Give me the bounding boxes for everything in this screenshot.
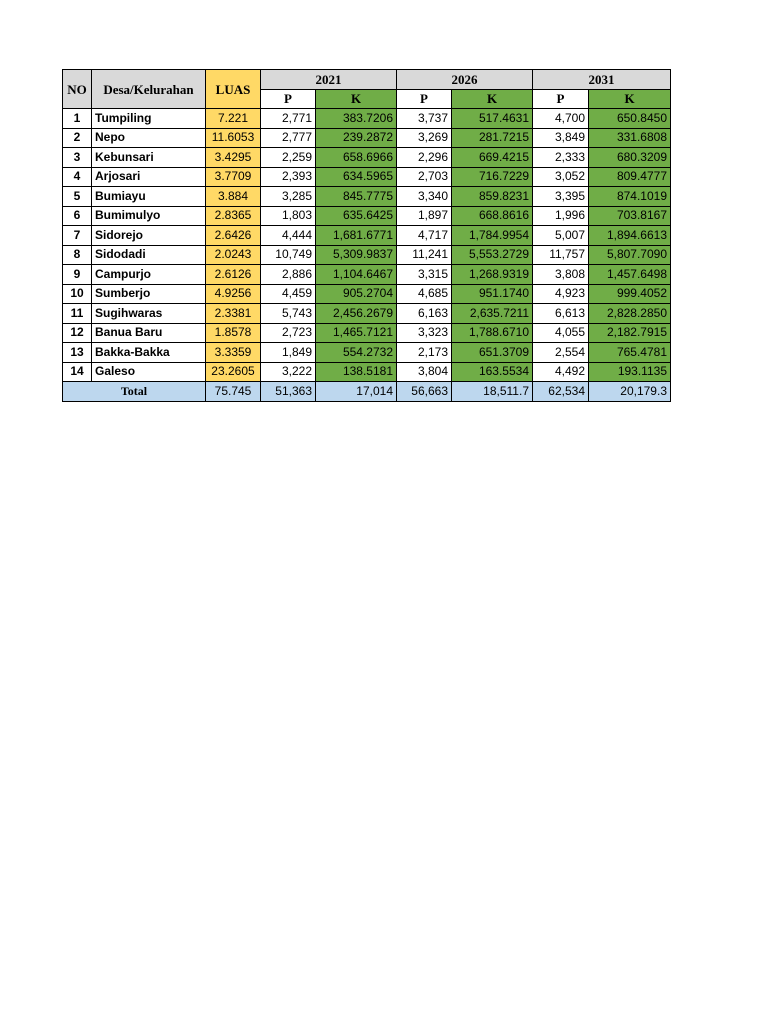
- row-number[interactable]: 8: [63, 245, 92, 265]
- p-2026-cell[interactable]: 3,315: [397, 265, 452, 285]
- luas-cell[interactable]: 2.3381: [206, 304, 261, 324]
- total-p-2031[interactable]: 62,534: [533, 382, 589, 402]
- header-desa[interactable]: Desa/Kelurahan: [92, 70, 206, 109]
- p-2031-cell[interactable]: 4,923: [533, 284, 589, 304]
- table-row: [63, 226, 671, 246]
- k-2021-cell[interactable]: 554.2732: [316, 343, 397, 363]
- k-2026-cell[interactable]: 951.1740: [452, 284, 533, 304]
- luas-cell[interactable]: 2.6126: [206, 265, 261, 285]
- header-k-2021[interactable]: K: [316, 89, 397, 109]
- p-2026-cell[interactable]: 3,323: [397, 323, 452, 343]
- row-number[interactable]: 2: [63, 128, 92, 148]
- row-number[interactable]: 4: [63, 167, 92, 187]
- p-2026-cell[interactable]: 11,241: [397, 245, 452, 265]
- k-2031-cell[interactable]: 331.6808: [589, 128, 671, 148]
- luas-cell[interactable]: 2.0243: [206, 245, 261, 265]
- k-2026-cell[interactable]: 163.5534: [452, 362, 533, 382]
- luas-cell[interactable]: 3.884: [206, 187, 261, 207]
- row-number[interactable]: 3: [63, 148, 92, 168]
- k-2026-cell[interactable]: 517.4631: [452, 109, 533, 129]
- row-number[interactable]: 14: [63, 362, 92, 382]
- k-2021-cell[interactable]: 634.5965: [316, 167, 397, 187]
- total-label[interactable]: Total: [63, 382, 206, 402]
- total-k-2021[interactable]: 17,014: [316, 382, 397, 402]
- k-2021-cell[interactable]: 1,681.6771: [316, 226, 397, 246]
- k-2031-cell[interactable]: 5,807.7090: [589, 245, 671, 265]
- total-k-2031[interactable]: 20,179.3: [589, 382, 671, 402]
- table-row: [63, 128, 671, 148]
- desa-name[interactable]: Sidodadi: [92, 245, 206, 265]
- luas-cell[interactable]: 11.6053: [206, 128, 261, 148]
- p-2021-cell[interactable]: 1,803: [261, 206, 316, 226]
- k-2026-cell[interactable]: 716.7229: [452, 167, 533, 187]
- p-2026-cell[interactable]: 3,269: [397, 128, 452, 148]
- p-2021-cell[interactable]: 2,723: [261, 323, 316, 343]
- p-2031-cell[interactable]: 3,052: [533, 167, 589, 187]
- header-p-2026[interactable]: P: [397, 89, 452, 109]
- luas-cell[interactable]: 3.4295: [206, 148, 261, 168]
- k-2021-cell[interactable]: 383.7206: [316, 109, 397, 129]
- k-2031-cell[interactable]: 1,457.6498: [589, 265, 671, 285]
- p-2031-cell[interactable]: 11,757: [533, 245, 589, 265]
- k-2026-cell[interactable]: 281.7215: [452, 128, 533, 148]
- luas-cell[interactable]: 3.3359: [206, 343, 261, 363]
- k-2021-cell[interactable]: 1,104.6467: [316, 265, 397, 285]
- table-row: [63, 362, 671, 382]
- table-row: [63, 148, 671, 168]
- p-2031-cell[interactable]: 1,996: [533, 206, 589, 226]
- k-2031-cell[interactable]: 765.4781: [589, 343, 671, 363]
- k-2021-cell[interactable]: 138.5181: [316, 362, 397, 382]
- total-k-2026[interactable]: 18,511.7: [452, 382, 533, 402]
- row-number[interactable]: 7: [63, 226, 92, 246]
- header-year-2031[interactable]: 2031: [533, 70, 671, 90]
- p-2021-cell[interactable]: 2,777: [261, 128, 316, 148]
- header-year-2021[interactable]: 2021: [261, 70, 397, 90]
- population-density-table: [62, 69, 671, 402]
- row-number[interactable]: 1: [63, 109, 92, 129]
- header-luas[interactable]: LUAS: [206, 70, 261, 109]
- row-number[interactable]: 5: [63, 187, 92, 207]
- p-2021-cell[interactable]: 2,771: [261, 109, 316, 129]
- p-2031-cell[interactable]: 6,613: [533, 304, 589, 324]
- k-2031-cell[interactable]: 999.4052: [589, 284, 671, 304]
- k-2026-cell[interactable]: 1,788.6710: [452, 323, 533, 343]
- p-2026-cell[interactable]: 4,685: [397, 284, 452, 304]
- k-2031-cell[interactable]: 809.4777: [589, 167, 671, 187]
- row-number[interactable]: 13: [63, 343, 92, 363]
- luas-cell[interactable]: 1.8578: [206, 323, 261, 343]
- luas-cell[interactable]: 7.221: [206, 109, 261, 129]
- k-2021-cell[interactable]: 5,309.9837: [316, 245, 397, 265]
- desa-name[interactable]: Banua Baru: [92, 323, 206, 343]
- luas-cell[interactable]: 4.9256: [206, 284, 261, 304]
- luas-cell[interactable]: 3.7709: [206, 167, 261, 187]
- p-2031-cell[interactable]: 4,055: [533, 323, 589, 343]
- p-2021-cell[interactable]: 3,285: [261, 187, 316, 207]
- table-row: [63, 304, 671, 324]
- row-number[interactable]: 10: [63, 284, 92, 304]
- desa-name[interactable]: Sumberjo: [92, 284, 206, 304]
- p-2026-cell[interactable]: 3,804: [397, 362, 452, 382]
- luas-cell[interactable]: 2.8365: [206, 206, 261, 226]
- table-row: [63, 245, 671, 265]
- k-2021-cell[interactable]: 635.6425: [316, 206, 397, 226]
- luas-cell[interactable]: 2.6426: [206, 226, 261, 246]
- k-2031-cell[interactable]: 650.8450: [589, 109, 671, 129]
- desa-name[interactable]: Bumiayu: [92, 187, 206, 207]
- k-2021-cell[interactable]: 1,465.7121: [316, 323, 397, 343]
- p-2026-cell[interactable]: 3,737: [397, 109, 452, 129]
- p-2021-cell[interactable]: 10,749: [261, 245, 316, 265]
- p-2021-cell[interactable]: 1,849: [261, 343, 316, 363]
- row-number[interactable]: 6: [63, 206, 92, 226]
- k-2026-cell[interactable]: 859.8231: [452, 187, 533, 207]
- k-2031-cell[interactable]: 193.1135: [589, 362, 671, 382]
- table-row: [63, 265, 671, 285]
- k-2031-cell[interactable]: 703.8167: [589, 206, 671, 226]
- p-2031-cell[interactable]: 4,700: [533, 109, 589, 129]
- k-2031-cell[interactable]: 1,894.6613: [589, 226, 671, 246]
- p-2031-cell[interactable]: 2,554: [533, 343, 589, 363]
- p-2021-cell[interactable]: 3,222: [261, 362, 316, 382]
- table-row: [63, 187, 671, 207]
- p-2026-cell[interactable]: 4,717: [397, 226, 452, 246]
- k-2026-cell[interactable]: 1,268.9319: [452, 265, 533, 285]
- p-2021-cell[interactable]: 4,459: [261, 284, 316, 304]
- desa-name[interactable]: Campurjo: [92, 265, 206, 285]
- k-2026-cell[interactable]: 668.8616: [452, 206, 533, 226]
- row-number[interactable]: 12: [63, 323, 92, 343]
- desa-name[interactable]: Nepo: [92, 128, 206, 148]
- k-2021-cell[interactable]: 658.6966: [316, 148, 397, 168]
- k-2031-cell[interactable]: 2,182.7915: [589, 323, 671, 343]
- header-year-2026[interactable]: 2026: [397, 70, 533, 90]
- desa-name[interactable]: Sugihwaras: [92, 304, 206, 324]
- p-2026-cell[interactable]: 2,173: [397, 343, 452, 363]
- k-2031-cell[interactable]: 680.3209: [589, 148, 671, 168]
- total-row: [63, 382, 671, 402]
- header-p-2021[interactable]: P: [261, 89, 316, 109]
- p-2021-cell[interactable]: 2,393: [261, 167, 316, 187]
- p-2021-cell[interactable]: 2,886: [261, 265, 316, 285]
- p-2026-cell[interactable]: 2,703: [397, 167, 452, 187]
- p-2031-cell[interactable]: 3,849: [533, 128, 589, 148]
- p-2026-cell[interactable]: 3,340: [397, 187, 452, 207]
- table-row: [63, 343, 671, 363]
- table-row: [63, 109, 671, 129]
- desa-name[interactable]: Bumimulyo: [92, 206, 206, 226]
- p-2026-cell[interactable]: 6,163: [397, 304, 452, 324]
- table-row: [63, 167, 671, 187]
- k-2026-cell[interactable]: 1,784.9954: [452, 226, 533, 246]
- total-luas[interactable]: 75.745: [206, 382, 261, 402]
- p-2031-cell[interactable]: 3,808: [533, 265, 589, 285]
- desa-name[interactable]: Bakka-Bakka: [92, 343, 206, 363]
- k-2031-cell[interactable]: 874.1019: [589, 187, 671, 207]
- table-body: [63, 109, 671, 382]
- row-number[interactable]: 9: [63, 265, 92, 285]
- desa-name[interactable]: Tumpiling: [92, 109, 206, 129]
- luas-cell[interactable]: 23.2605: [206, 362, 261, 382]
- desa-name[interactable]: Sidorejo: [92, 226, 206, 246]
- p-2031-cell[interactable]: 2,333: [533, 148, 589, 168]
- header-k-2026[interactable]: K: [452, 89, 533, 109]
- k-2026-cell[interactable]: 651.3709: [452, 343, 533, 363]
- total-p-2021[interactable]: 51,363: [261, 382, 316, 402]
- spreadsheet-area: [62, 69, 671, 402]
- k-2026-cell[interactable]: 2,635.7211: [452, 304, 533, 324]
- p-2031-cell[interactable]: 5,007: [533, 226, 589, 246]
- header-k-2031[interactable]: K: [589, 89, 671, 109]
- k-2021-cell[interactable]: 905.2704: [316, 284, 397, 304]
- k-2026-cell[interactable]: 669.4215: [452, 148, 533, 168]
- header-p-2031[interactable]: P: [533, 89, 589, 109]
- table-row: [63, 206, 671, 226]
- p-2031-cell[interactable]: 4,492: [533, 362, 589, 382]
- k-2021-cell[interactable]: 239.2872: [316, 128, 397, 148]
- p-2021-cell[interactable]: 5,743: [261, 304, 316, 324]
- k-2031-cell[interactable]: 2,828.2850: [589, 304, 671, 324]
- table-row: [63, 284, 671, 304]
- desa-name[interactable]: Arjosari: [92, 167, 206, 187]
- p-2026-cell[interactable]: 2,296: [397, 148, 452, 168]
- table-row: [63, 323, 671, 343]
- desa-name[interactable]: Galeso: [92, 362, 206, 382]
- total-p-2026[interactable]: 56,663: [397, 382, 452, 402]
- p-2021-cell[interactable]: 4,444: [261, 226, 316, 246]
- k-2021-cell[interactable]: 2,456.2679: [316, 304, 397, 324]
- header-no[interactable]: NO: [63, 70, 92, 109]
- desa-name[interactable]: Kebunsari: [92, 148, 206, 168]
- k-2021-cell[interactable]: 845.7775: [316, 187, 397, 207]
- p-2026-cell[interactable]: 1,897: [397, 206, 452, 226]
- row-number[interactable]: 11: [63, 304, 92, 324]
- k-2026-cell[interactable]: 5,553.2729: [452, 245, 533, 265]
- p-2031-cell[interactable]: 3,395: [533, 187, 589, 207]
- header-row-top: [63, 70, 671, 90]
- p-2021-cell[interactable]: 2,259: [261, 148, 316, 168]
